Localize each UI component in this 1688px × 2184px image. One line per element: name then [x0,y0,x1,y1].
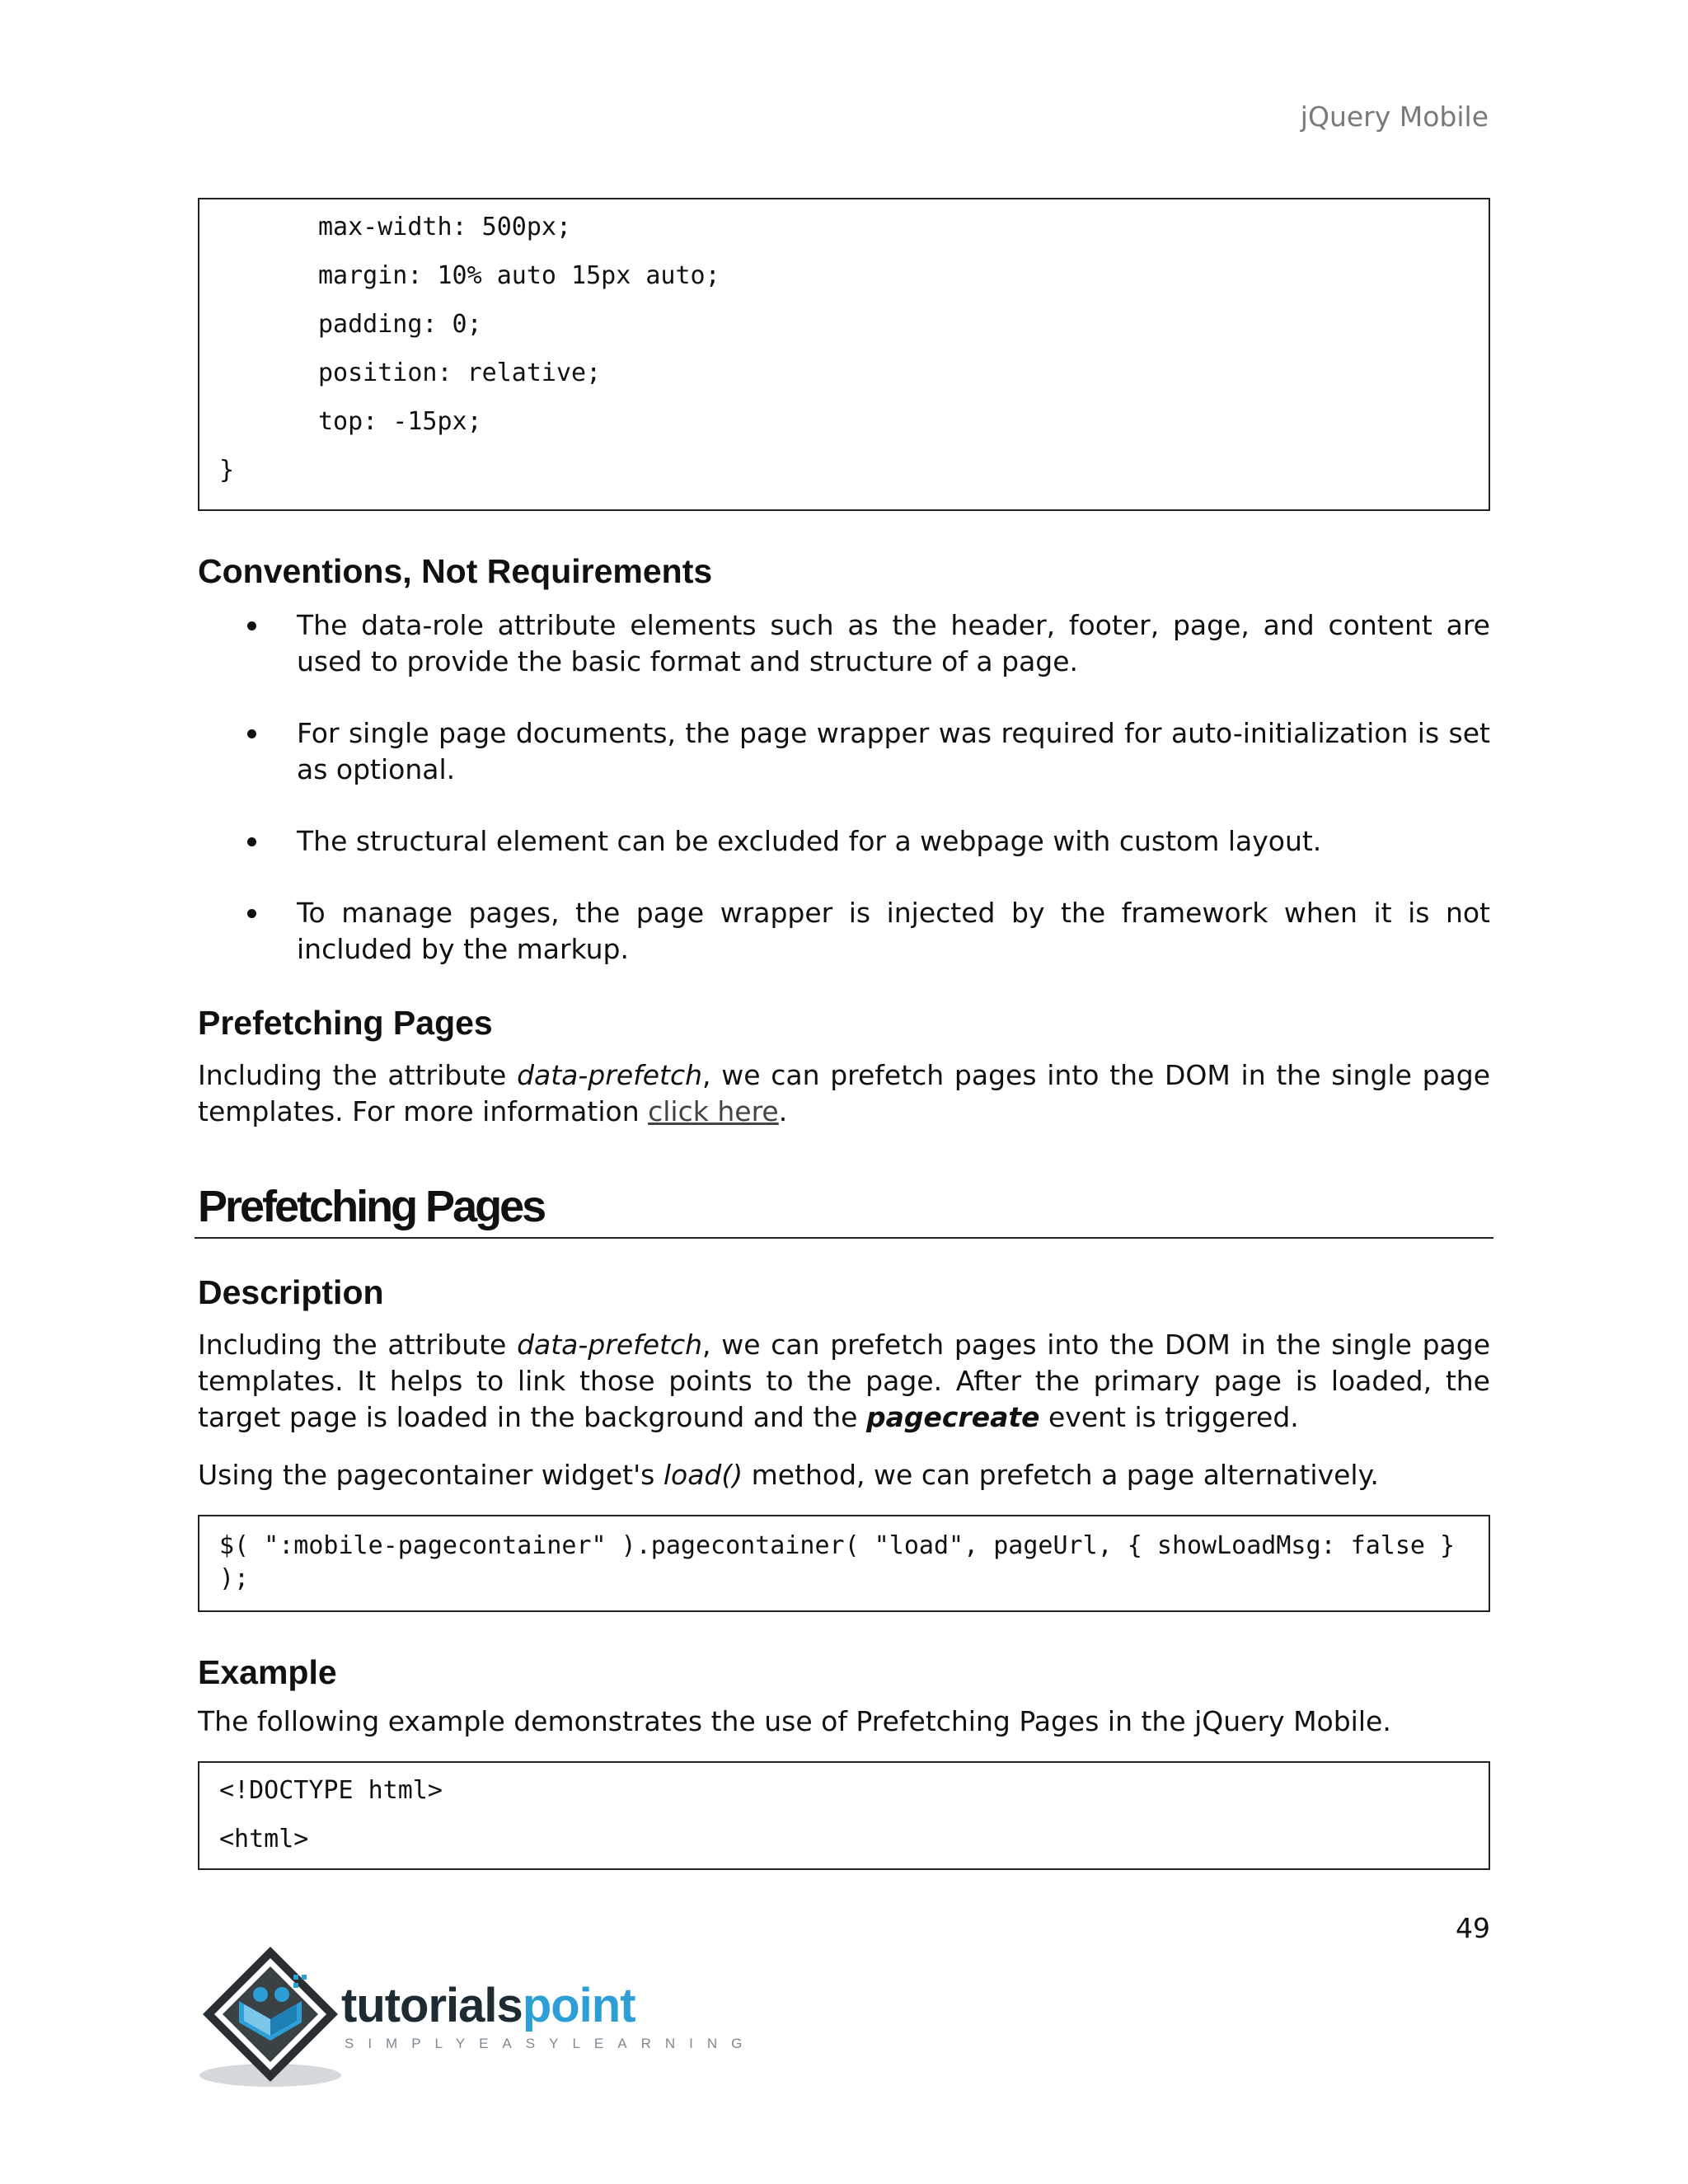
bullet-icon [247,909,256,918]
code-line: margin: 10% auto 15px auto; [318,261,720,290]
code-line: padding: 0; [318,310,482,339]
logo-wordmark [341,1981,635,2031]
bullet-icon [247,837,256,846]
page-number: 49 [1456,1912,1490,1944]
event-name: pagecreate [865,1401,1040,1433]
code-line: $( ":mobile-pagecontainer" ).pagecontainer( "load", pageUrl, { showLoadMsg: false } ); [219,1531,1470,1593]
method-name: load() [663,1459,743,1491]
bullet-icon [247,729,256,738]
paragraph-text: . [778,1095,788,1127]
code-line: top: -15px; [318,407,482,436]
example-paragraph: The following example demonstrates the use of Prefetching Pages in the jQuery Mobile. [198,1705,1391,1737]
paragraph-text: , we can prefetch pages into the DOM in the single page templates. It helps to link those points to the page. After the primary page is loaded, the target page is loaded in the background and the [198,1329,1491,1433]
logo-emblem-icon [196,1943,345,2092]
list-item-text: For single page documents, the page wrapper was required for auto-initialization is set as optional. [297,717,1490,785]
paragraph-text: , we can prefetch pages into the DOM in the single page templates. For more information [198,1059,1491,1127]
code-line: } [219,456,235,485]
code-line: <html> [219,1825,309,1854]
paragraph-text: Using the pagecontainer widget's [198,1459,663,1491]
code-line: <!DOCTYPE html> [219,1776,443,1805]
click-here-link[interactable]: click here [648,1095,779,1127]
list-item [198,607,1490,680]
running-header: jQuery Mobile [1300,101,1489,133]
list-item-text: To manage pages, the page wrapper is injected by the framework when it is not included by the markup. [297,897,1490,965]
conventions-heading: Conventions, Not Requirements [198,552,713,590]
conventions-list [198,607,1490,968]
list-item [198,715,1490,788]
list-item [198,895,1490,968]
section-title: Prefetching Pages [195,1181,1493,1239]
css-code-block [198,198,1490,511]
logo-word-tutorials: tutorials [341,1979,523,2032]
description-heading: Description [198,1273,384,1311]
tutorialspoint-logo [196,1943,757,2092]
prefetching-subheading: Prefetching Pages [198,1004,493,1042]
list-item-text: The structural element can be excluded for a webpage with custom layout. [297,825,1322,857]
logo-word-point: point [522,1979,635,2032]
paragraph-text: Including the attribute [198,1329,518,1361]
paragraph-text: method, we can prefetch a page alternatively. [743,1459,1379,1491]
attribute-name: data-prefetch [517,1329,703,1361]
list-item [198,823,1490,860]
example-code-block [198,1761,1490,1870]
logo-tagline: SIMPLYEASYLEARNING [345,2036,757,2051]
attribute-name: data-prefetch [517,1059,703,1091]
code-line: position: relative; [318,359,602,387]
description-paragraph [198,1327,1490,1436]
bullet-icon [247,621,256,630]
description-paragraph-2 [198,1457,1490,1493]
page-content [198,198,1490,1870]
example-heading: Example [198,1653,337,1691]
paragraph-text: event is triggered. [1039,1401,1299,1433]
paragraph-text: Including the attribute [198,1059,518,1091]
pagecontainer-code-block [198,1515,1490,1612]
list-item-text: The data-role attribute elements such as the header, footer, page, and content are used to provide the basic format and structure of a page. [297,609,1490,677]
code-line: max-width: 500px; [318,213,572,241]
prefetching-paragraph [198,1057,1490,1130]
